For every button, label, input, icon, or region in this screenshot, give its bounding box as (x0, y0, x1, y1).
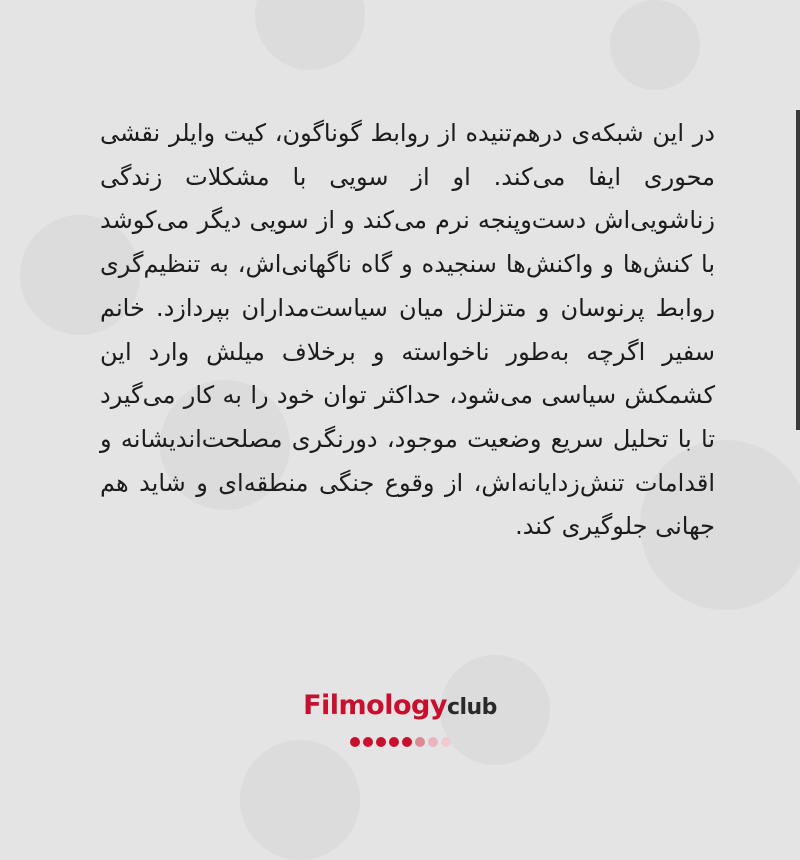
brand-dot (441, 737, 451, 747)
edge-bar (796, 110, 800, 430)
background-circle (610, 0, 700, 90)
brand-dot (389, 737, 399, 747)
brand-dot (376, 737, 386, 747)
brand-dot (350, 737, 360, 747)
brand-dots (0, 732, 800, 751)
brand-logo (0, 690, 800, 721)
article-paragraph: در این شبکه‌ی درهم‌تنیده از روابط گوناگون، کیت وایلر نقشی محوری ایفا می‌کند. او از سویی با مشکلات زندگی زناشویی‌اش دست‌وپنجه نرم می‌کند و از سویی دیگر می‌کوشد با کنش‌ها و واکنش‌ها سنجیده و گاه ناگهانی‌اش، به تنظیم‌گری روابط پرنوسان و متزلزل میان سیاست‌مداران بپردازد. خانم سفیر اگرچه به‌طور ناخواسته و برخلاف میلش وارد این کشمکش سیاسی می‌شود، حداکثر توان خود را به کار می‌گیرد تا با تحلیل سریع وضعیت موجود، دورنگری مصلحت‌اندیشانه و اقدامات تنش‌زدایانه‌اش، از وقوع جنگی منطقه‌ای و شاید هم جهانی جلوگیری کند. (100, 119, 715, 541)
background-circle (255, 0, 365, 70)
brand-name-main: Filmology (303, 690, 447, 721)
brand-name-suffix: club (446, 695, 497, 720)
brand-dot (363, 737, 373, 747)
brand-dot (428, 737, 438, 747)
brand-dot (402, 737, 412, 747)
brand-dot (415, 737, 425, 747)
background-circle (240, 740, 360, 860)
brand-wordmark (303, 690, 497, 721)
